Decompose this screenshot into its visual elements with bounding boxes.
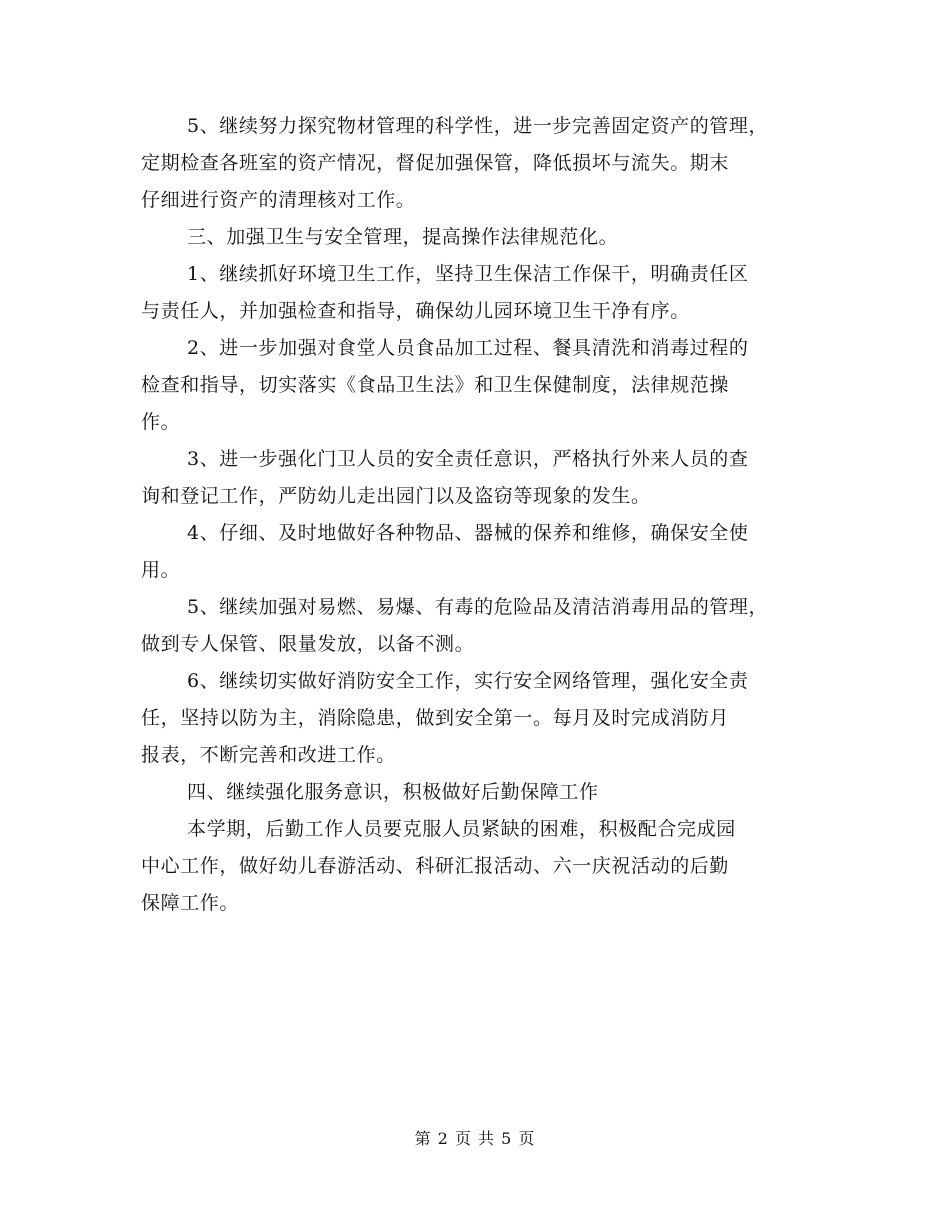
paragraph-line: 用。 [141,559,181,581]
paragraph-equipment-maintenance [141,515,813,589]
paragraph-semester-logistics [141,811,813,922]
document-body [141,108,813,922]
paragraph-line: 3、进一步强化门卫人员的安全责任意识，严格执行外来人员的查 [187,448,749,470]
paragraph-line: 4、仔细、及时地做好各种物品、器械的保养和维修，确保安全使 [187,522,749,544]
section-heading-service-logistics [141,774,813,811]
paragraph-line: 6、继续切实做好消防安全工作，实行安全网络管理，强化安全责 [187,670,749,692]
section-heading-hygiene-safety [141,219,813,256]
paragraph-fire-safety [141,663,813,774]
paragraph-line: 做到专人保管、限量发放，以备不测。 [141,633,475,655]
section-heading-line: 三、加强卫生与安全管理，提高操作法律规范化。 [187,226,619,248]
paragraph-line: 1、继续抓好环境卫生工作，坚持卫生保洁工作保干，明确责任区 [187,263,749,285]
paragraph-line: 2、进一步加强对食堂人员食品加工过程、餐具清洗和消毒过程的 [187,337,749,359]
paragraph-line: 本学期，后勤工作人员要克服人员紧缺的困难，积极配合完成园 [187,818,736,840]
paragraph-environment-hygiene [141,256,813,330]
paragraph-canteen-inspection [141,330,813,441]
paragraph-line: 仔细进行资产的清理核对工作。 [141,189,416,211]
paragraph-line: 作。 [141,411,181,433]
section-heading-line: 四、继续强化服务意识，积极做好后勤保障工作 [187,781,599,803]
paragraph-line: 5、继续加强对易燃、易爆、有毒的危险品及清洁消毒用品的管理， [187,596,769,618]
paragraph-line: 检查和指导，切实落实《食品卫生法》和卫生保健制度，法律规范操 [141,374,730,396]
paragraph-line: 报表，不断完善和改进工作。 [141,744,396,766]
paragraph-line: 定期检查各班室的资产情况，督促加强保管，降低损坏与流失。期末 [141,152,730,174]
paragraph-line: 中心工作，做好幼儿春游活动、科研汇报活动、六一庆祝活动的后勤 [141,855,730,877]
paragraph-line: 任，坚持以防为主，消除隐患，做到安全第一。每月及时完成消防月 [141,707,730,729]
paragraph-line: 与责任人，并加强检查和指导，确保幼儿园环境卫生干净有序。 [141,300,690,322]
page-number-footer: 第 2 页 共 5 页 [414,1129,536,1148]
paragraph-line: 保障工作。 [141,892,240,914]
paragraph-line: 询和登记工作，严防幼儿走出园门以及盗窃等现象的发生。 [141,485,651,507]
paragraph-line: 5、继续努力探究物材管理的科学性，进一步完善固定资产的管理， [187,115,769,137]
paragraph-hazardous-materials [141,589,813,663]
paragraph-asset-management [141,108,813,219]
paragraph-gatekeeper-safety [141,441,813,515]
